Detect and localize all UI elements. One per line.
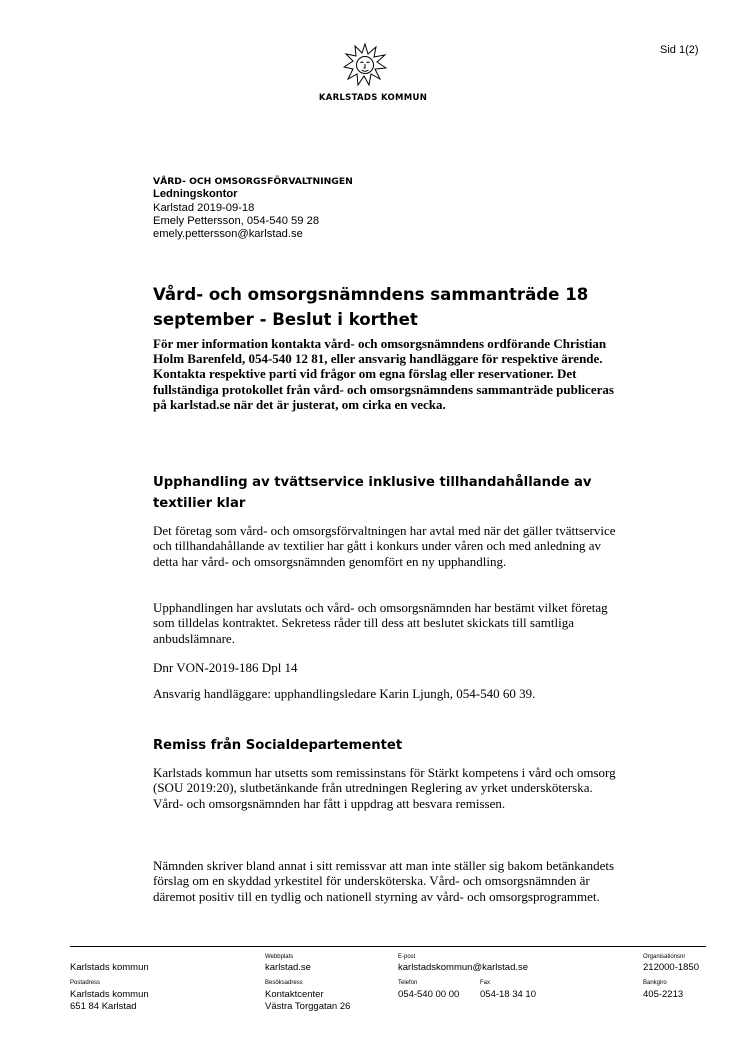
- section-paragraph: Nämnden skriver bland annat i sitt remissvar att man inte ställer sig bakom betänkandets förslag om en skyddad yrkestitel för undersköterska. Vård- och omsorgsnämnden är däremot positiv till en tydlig och nationell styrning av vård- och omsorgsprogrammet.: [153, 858, 615, 904]
- section-paragraph: Upphandlingen har avslutats och vård- och omsorgsnämnden har bestämt vilket företag som tilldelas kontraktet. Sekretess råder till dess att beslutet skickats till samtliga anbudslämnare.: [153, 600, 608, 646]
- footer-postal-line1: Karlstads kommun: [70, 989, 149, 1000]
- organization-name: KARLSTADS KOMMUN: [318, 93, 428, 103]
- office-name: Ledningskontor: [153, 188, 238, 201]
- footer-phone-label: Telefon: [398, 980, 418, 986]
- footer-org: Karlstads kommun: [70, 962, 149, 973]
- section-paragraph: Karlstads kommun har utsetts som remissinstans för Stärkt kompetens i vård och omsorg (SOU 2019:20), slutbetänkande från utredningen Reglering av yrket undersköterska. Vård- och omsorgsnämnden har fått i uppdrag att besvara remissen.: [153, 765, 616, 811]
- footer-bankgiro-label: Bankgiro: [643, 980, 667, 986]
- footer-bankgiro: 405-2213: [643, 989, 684, 1000]
- footer-fax-label: Fax: [480, 980, 491, 986]
- section-heading: Upphandling av tvättservice inklusive tillhandahållande av textilier klar: [153, 475, 592, 511]
- footer-divider: [70, 946, 706, 947]
- footer-postal-line2: 651 84 Karlstad: [70, 1001, 137, 1012]
- footer-visit-line1: Kontaktcenter: [265, 989, 324, 1000]
- department-name: VÅRD- OCH OMSORGSFÖRVALTNINGEN: [153, 176, 353, 187]
- footer-postal-label: Postadress: [70, 980, 101, 986]
- footer-orgnr: 212000-1850: [643, 962, 699, 973]
- reference-number: Dnr VON-2019-186 Dpl 14: [153, 660, 298, 675]
- intro-paragraph: För mer information kontakta vård- och omsorgsnämndens ordförande Christian Holm Barenfeld, 054-540 12 81, eller ansvarig handläggare för respektive ärende. Kontakta respektive parti vid frågor om egna förslag eller reservationer. Det fullständiga protokollet från vård- och omsorgsnämndens sammanträde publiceras på karlstad.se när det är justerat, om cirka en vecka.: [153, 336, 614, 412]
- section-heading: Remiss från Socialdepartementet: [153, 738, 403, 753]
- footer-web-label: Webbplats: [265, 954, 294, 960]
- responsible-officer: Ansvarig handläggare: upphandlingsledare Karin Ljungh, 054-540 60 39.: [153, 686, 536, 701]
- page-number: Sid 1(2): [660, 44, 699, 56]
- sun-logo-icon: [343, 43, 387, 87]
- footer-orgnr-label: Organisationsnr: [643, 954, 686, 960]
- sender-block: [153, 175, 353, 241]
- contact-email: emely.pettersson@karlstad.se: [153, 228, 303, 241]
- section-paragraph: Det företag som vård- och omsorgsförvaltningen har avtal med när det gäller tvättservice och tillhandahållande av textilier har gått i konkurs under våren och med anledning av detta har vård- och omsorgsnämnden genomfört en ny upphandling.: [153, 523, 616, 569]
- document-title: Vård- och omsorgsnämndens sammanträde 18 september - Beslut i korthet: [153, 285, 589, 329]
- footer-email-label: E-post: [398, 954, 416, 960]
- footer-visit-label: Besöksadress: [265, 980, 303, 986]
- footer-visit-line2: Västra Torggatan 26: [265, 1001, 351, 1012]
- footer-phone: 054-540 00 00: [398, 989, 460, 1000]
- footer-web-link[interactable]: karlstad.se: [265, 962, 311, 973]
- footer-email-link[interactable]: karlstadskommun@karlstad.se: [398, 962, 529, 973]
- place-date: Karlstad 2019-09-18: [153, 201, 255, 214]
- contact-person: Emely Pettersson, 054-540 59 28: [153, 214, 320, 227]
- footer-fax: 054-18 34 10: [480, 989, 536, 1000]
